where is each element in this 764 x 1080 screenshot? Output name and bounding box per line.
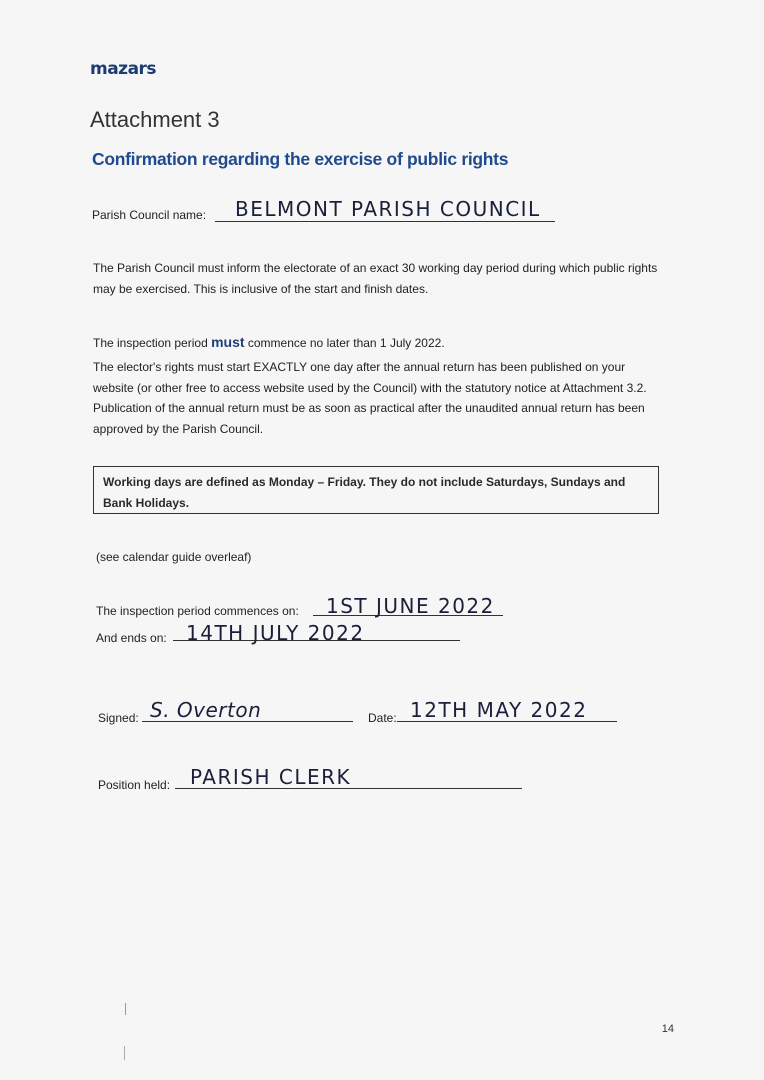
period-start-value: 1ST JUNE 2022 bbox=[326, 594, 495, 618]
period-end-label: And ends on: bbox=[96, 631, 167, 645]
must-text-pre: The inspection period bbox=[93, 336, 212, 350]
signature-value: S. Overton bbox=[150, 698, 262, 722]
attachment-heading: Attachment 3 bbox=[90, 107, 220, 132]
parish-name-line bbox=[215, 221, 555, 222]
mazars-logo: mazars bbox=[90, 59, 157, 79]
position-label: Position held: bbox=[98, 778, 171, 792]
working-days-notice: Working days are defined as Monday – Friday. They do not include Saturdays, Sundays and Bank Holidays. bbox=[93, 466, 659, 514]
period-start-label: The inspection period commences on: bbox=[96, 604, 299, 618]
must-text-post: commence no later than 1 July 2022. bbox=[244, 336, 445, 350]
signed-label: Signed: bbox=[98, 711, 139, 725]
parish-name-value: BELMONT PARISH COUNCIL bbox=[235, 197, 541, 221]
scan-mark bbox=[125, 1003, 126, 1015]
date-value: 12TH MAY 2022 bbox=[410, 698, 588, 722]
intro-paragraph: The Parish Council must inform the electorate of an exact 30 working day period during which public rights may be exercised. This is inclusive of the start and finish dates. bbox=[93, 261, 658, 296]
date-label: Date: bbox=[368, 711, 397, 725]
parish-name-label: Parish Council name: bbox=[92, 208, 207, 222]
page-title: Confirmation regarding the exercise of public rights bbox=[92, 149, 509, 169]
electors-rights-paragraph: The elector's rights must start EXACTLY one day after the annual return has been published on your website (or other free to access website used by the Council) with the statutory notice at Attachment 3.2. Publication of the annual return must be as soon as practical after the unaudited annual return has been approved by the Parish Council. bbox=[93, 360, 647, 436]
position-value: PARISH CLERK bbox=[190, 765, 352, 789]
scan-mark bbox=[124, 1046, 125, 1060]
must-commence-paragraph bbox=[93, 332, 663, 354]
page-number: 14 bbox=[661, 1023, 674, 1035]
period-end-value: 14TH JULY 2022 bbox=[186, 621, 365, 645]
must-emphasis: must bbox=[211, 334, 245, 350]
calendar-note: (see calendar guide overleaf) bbox=[96, 550, 252, 564]
